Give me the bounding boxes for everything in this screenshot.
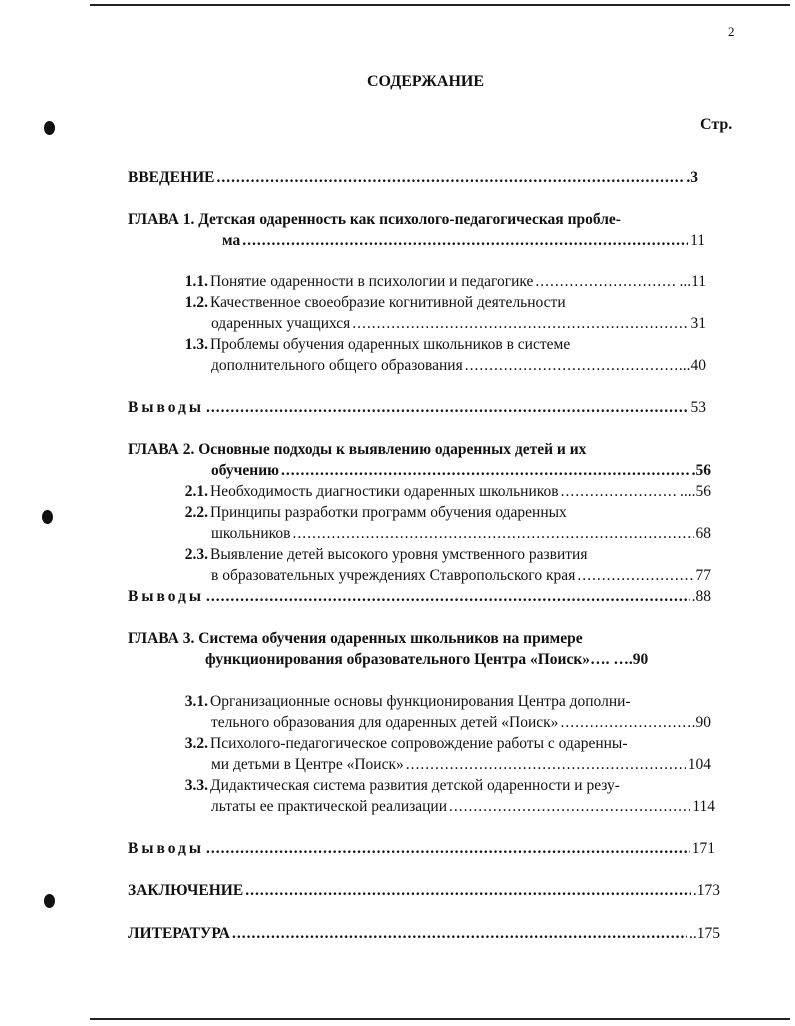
section-title: Психолого-педагогическое сопровождение работы с одаренны-	[210, 735, 628, 752]
toc-entry-page: 31	[690, 315, 706, 332]
toc-entry-page: .3	[686, 169, 698, 186]
section-number: 1.1.	[184, 273, 208, 290]
toc-section-1-2[interactable]	[176, 293, 566, 313]
toc-section-2-3[interactable]	[176, 545, 587, 565]
dot-leader	[465, 356, 677, 376]
toc-section-2-1[interactable]	[176, 482, 711, 502]
section-title: Выявление детей высокого уровня умственного развития	[210, 546, 588, 563]
section-title: одаренных учащихся	[211, 315, 351, 332]
section-title: Необходимость диагностики одаренных школьников	[210, 483, 559, 500]
page-column-header: Стр.	[700, 116, 733, 133]
toc-entry-page: 171	[691, 840, 715, 857]
section-title: Принципы разработки программ обучения одаренных	[210, 504, 567, 521]
toc-entry-label: ЗАКЛЮЧЕНИЕ	[128, 882, 244, 899]
toc-chapter-1-title-cont[interactable]	[222, 231, 705, 251]
toc-entry-page: …. ….90	[590, 651, 649, 668]
toc-chapter-1-conclusions[interactable]	[128, 398, 706, 418]
toc-section-1-3-cont[interactable]	[211, 356, 706, 376]
section-title: в образовательных учреждениях Ставропольского края	[211, 567, 576, 584]
dot-leader	[535, 272, 677, 292]
binding-hole-mark	[44, 121, 55, 135]
section-title: Качественное своеобразие когнитивной деятельности	[210, 294, 566, 311]
dot-leader	[561, 482, 678, 502]
toc-entry-label: функционирования образовательного Центра «Поиск»	[205, 651, 591, 668]
dot-leader	[232, 924, 687, 944]
toc-section-3-1-cont[interactable]	[211, 713, 711, 733]
section-title: Дидактическая система развития детской одаренности и резу-	[210, 777, 620, 794]
toc-entry-page: ....56	[680, 483, 711, 500]
toc-section-3-3[interactable]	[176, 776, 620, 796]
toc-entry-label: обучению	[211, 462, 279, 479]
toc-entry-page: .56	[691, 462, 711, 479]
dot-leader	[352, 314, 688, 334]
toc-entry-page: 77	[695, 567, 711, 584]
toc-section-2-2-cont[interactable]	[211, 524, 711, 544]
toc-section-3-3-cont[interactable]	[211, 797, 715, 817]
top-border-line	[90, 4, 790, 6]
section-number: 2.3.	[184, 546, 208, 563]
dot-leader	[216, 168, 684, 188]
toc-entry-page: 104	[687, 756, 711, 773]
toc-entry-label: Выводы	[128, 840, 204, 857]
toc-entry-page: 11	[690, 232, 705, 249]
toc-section-1-2-cont[interactable]	[211, 314, 706, 334]
toc-chapter-2-conclusions[interactable]	[128, 587, 711, 607]
toc-chapter-3-title[interactable]: ГЛАВА 3. Система обучения одаренных школьников на примере	[128, 630, 583, 647]
toc-entry-page: ..175	[689, 925, 720, 942]
toc-chapter-2-title[interactable]: ГЛАВА 2. Основные подходы к выявлению одаренных детей и их	[128, 441, 587, 458]
toc-entry-page: ...40	[678, 357, 706, 374]
dot-leader	[577, 566, 693, 586]
toc-section-1-3[interactable]	[176, 335, 570, 355]
section-number: 2.2.	[184, 504, 208, 521]
toc-entry-page: ...11	[679, 273, 706, 290]
dot-leader	[292, 524, 693, 544]
section-number: 1.2.	[184, 294, 208, 311]
toc-entry-page: 114	[692, 798, 715, 815]
section-title: льтаты ее практической реализации	[211, 798, 448, 815]
toc-chapter-1-title[interactable]: ГЛАВА 1. Детская одаренность как психолого-педагогическая пробле-	[128, 211, 621, 228]
section-number: 3.2.	[184, 735, 208, 752]
binding-hole-mark	[42, 510, 53, 524]
page-title: СОДЕРЖАНИЕ	[367, 73, 485, 90]
toc-entry-page: 53	[690, 399, 706, 416]
section-number: 3.1.	[184, 693, 208, 710]
toc-chapter-2-title-cont[interactable]	[211, 461, 711, 481]
dot-leader	[281, 461, 690, 481]
toc-entry-label: ВВЕДЕНИЕ	[128, 169, 215, 186]
section-title: дополнительного общего образования	[211, 357, 463, 374]
toc-section-3-2[interactable]	[176, 734, 628, 754]
section-title: тельного образования для одаренных детей «Поиск»	[211, 714, 559, 731]
toc-chapter-3-conclusions[interactable]	[128, 839, 715, 859]
dot-leader	[245, 881, 691, 901]
section-title: Организационные основы функционирования Центра дополни-	[210, 693, 631, 710]
page-number: 2	[728, 24, 735, 39]
toc-section-1-1[interactable]	[176, 272, 706, 292]
toc-section-2-3-cont[interactable]	[211, 566, 711, 586]
toc-entry-label: Выводы	[128, 399, 204, 416]
toc-entry-label: ЛИТЕРАТУРА	[128, 925, 230, 942]
toc-section-3-2-cont[interactable]	[211, 755, 711, 775]
section-number: 1.3.	[184, 336, 208, 353]
bottom-border-line	[90, 1018, 790, 1020]
dot-leader	[206, 839, 690, 859]
dot-leader	[449, 797, 690, 817]
binding-hole-mark	[44, 894, 55, 908]
toc-entry-page: .173	[692, 882, 720, 899]
toc-entry-page: 68	[695, 525, 711, 542]
section-title: Понятие одаренности в психологии и педагогике	[210, 273, 534, 290]
toc-section-2-2[interactable]	[176, 503, 567, 523]
dot-leader	[406, 755, 686, 775]
dot-leader	[206, 587, 690, 607]
toc-section-3-1[interactable]	[176, 692, 631, 712]
section-number: 2.1.	[184, 483, 208, 500]
toc-entry-label: Выводы	[128, 588, 204, 605]
section-title: Проблемы обучения одаренных школьников в системе	[210, 336, 571, 353]
section-title: школьников	[211, 525, 291, 542]
toc-entry-page: .90	[691, 714, 711, 731]
toc-entry-label: ма	[222, 232, 241, 249]
toc-entry-page: .88	[691, 588, 711, 605]
toc-entry-literature[interactable]	[128, 924, 720, 944]
dot-leader	[242, 231, 688, 251]
section-title: ми детьми в Центре «Поиск»	[211, 756, 404, 773]
toc-chapter-3-title-cont[interactable]	[205, 650, 648, 670]
toc-entry-introduction[interactable]	[128, 168, 698, 188]
section-number: 3.3.	[184, 777, 208, 794]
dot-leader	[560, 713, 689, 733]
toc-entry-conclusion[interactable]	[128, 881, 720, 901]
dot-leader	[206, 398, 689, 418]
